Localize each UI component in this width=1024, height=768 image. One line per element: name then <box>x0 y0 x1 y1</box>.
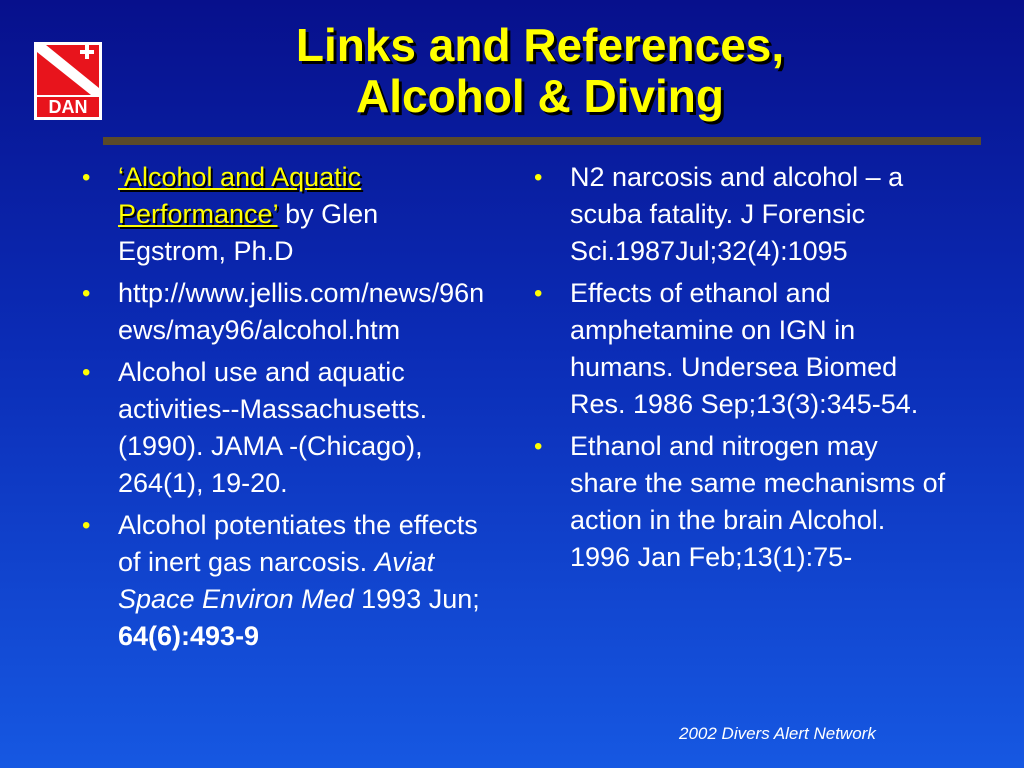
bullet: • <box>534 164 543 191</box>
bullet: • <box>82 512 91 539</box>
item-text: Alcohol potentiates the effects of inert gas narcosis. <box>118 510 478 577</box>
citation-volume: 64(6):493-9 <box>118 621 260 651</box>
item-text: N2 narcosis and alcohol – a scuba fatality. J Forensic Sci.1987Jul;32(4):1095 <box>570 162 904 266</box>
item-text: Effects of ethanol and amphetamine on IGN in humans. Undersea Biomed Res. 1986 Sep;13(3):345-54. <box>570 278 919 419</box>
list-item <box>532 428 952 576</box>
journal-name: Aviat Space Environ Med <box>118 547 435 614</box>
bullet: • <box>534 433 543 460</box>
dan-logo <box>34 42 102 120</box>
list-item <box>80 159 492 270</box>
item-text: Alcohol use and aquatic activities--Massachusetts. (1990). JAMA -(Chicago), 264(1), 19-20. <box>118 357 428 498</box>
item-text: 1993 Jun; <box>353 584 480 614</box>
list-item <box>532 275 952 423</box>
page-title <box>140 20 940 122</box>
item-text: by Glen Egstrom, Ph.D <box>118 199 379 266</box>
right-reference-list <box>532 159 952 581</box>
list-item <box>80 275 492 349</box>
logo-text: DAN <box>48 97 88 117</box>
reference-link[interactable]: ‘Alcohol and Aquatic Performance’ <box>118 162 362 229</box>
list-item <box>532 159 952 270</box>
left-reference-list <box>80 159 492 660</box>
list-item <box>80 507 492 655</box>
bullet: • <box>82 164 91 191</box>
bullet: • <box>82 359 91 386</box>
bullet: • <box>82 280 91 307</box>
title-divider <box>103 137 981 145</box>
item-text: Ethanol and nitrogen may share the same mechanisms of action in the brain Alcohol. 1996 Jan Feb;13(1):75- <box>570 431 946 572</box>
list-item <box>80 354 492 502</box>
title-line-2: Alcohol & Diving <box>356 70 724 122</box>
title-line-1: Links and References, <box>295 19 785 71</box>
footer-credit: 2002 Divers Alert Network <box>679 724 876 743</box>
bullet: • <box>534 280 543 307</box>
url-text: http://www.jellis.com/news/96news/may96/alcohol.htm <box>118 278 485 345</box>
